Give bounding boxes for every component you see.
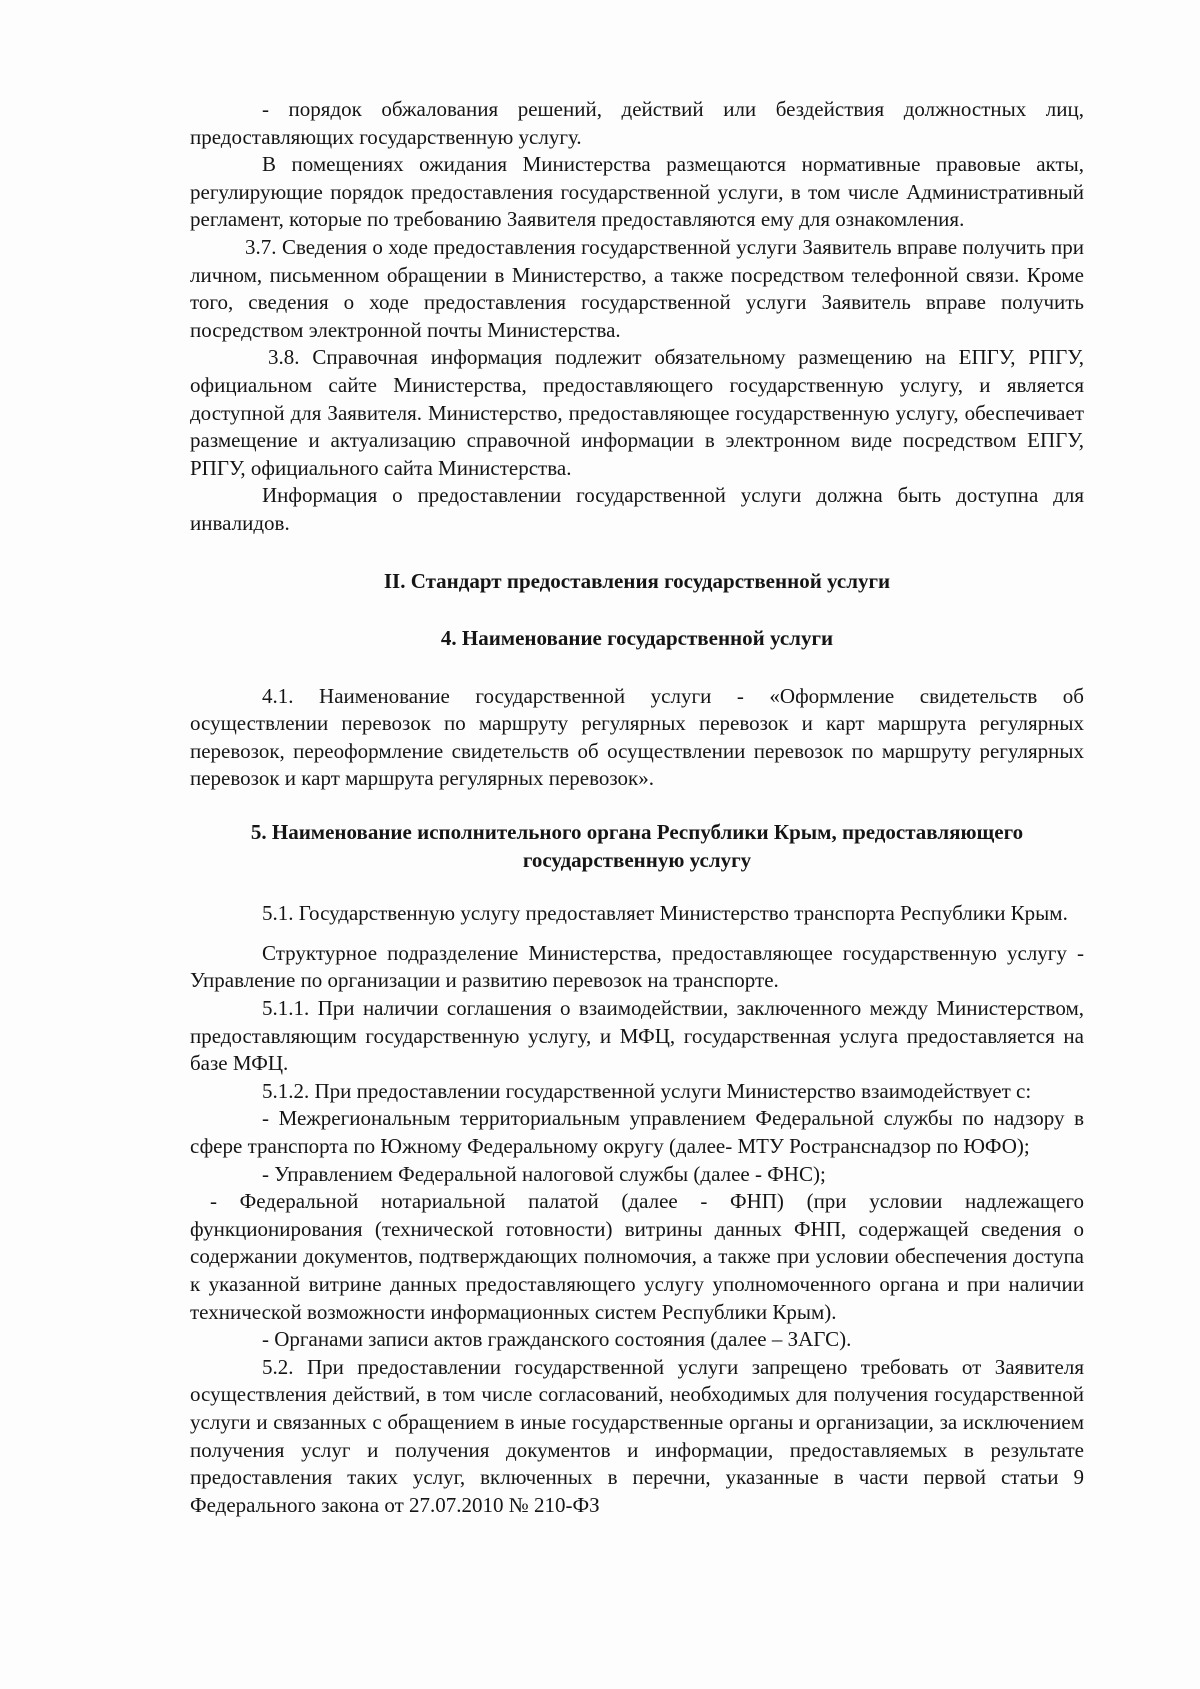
paragraph-structural-unit: Структурное подразделение Министерства, предоставляющее государственную услугу - Управление по организации и развитию перевозок на транспорте. bbox=[190, 940, 1084, 993]
subsection-5-heading-line1: 5. Наименование исполнительного органа Республики Крым, предоставляющего bbox=[250, 820, 1024, 845]
paragraph-mtu: - Межрегиональным территориальным управлением Федеральной службы по надзору в сфере транспорта по Южному Федеральному округу (далее- МТУ Ространснадзор по ЮФО); bbox=[190, 1106, 1084, 1158]
paragraph-4-1: 4.1. Наименование государственной услуги - «Оформление свидетельств об осуществлении перевозок по маршруту регулярных перевозок и карт маршрута регулярных перевозок, переоформление свидетельств об осуществлении перевозок по маршруту регулярных перевозок и карт маршрута регулярных перевозок». bbox=[190, 683, 1084, 791]
subsection-5-heading-line2: государственную услугу bbox=[522, 847, 752, 872]
section-2-heading: II. Стандарт предоставления государственной услуги bbox=[383, 568, 891, 593]
paragraph-5-1-1: 5.1.1. При наличии соглашения о взаимодействии, заключенного между Министерством, предоставляющим государственную услугу, и МФЦ, государственная услуга предоставляется на базе МФЦ. bbox=[190, 996, 1084, 1076]
paragraph-5-1-2: 5.1.2. При предоставлении государственной услуги Министерство взаимодействует с: bbox=[262, 1078, 1032, 1103]
paragraph-appeal-procedure: - порядок обжалования решений, действий или бездействия должностных лиц, предоставляющих государственную услугу. bbox=[190, 97, 1084, 149]
subsection-5-heading bbox=[190, 819, 1084, 874]
paragraph-5-2: 5.2. При предоставлении государственной услуги запрещено требовать от Заявителя осуществления действий, в том числе согласований, необходимых для получения государственной услуги и связанных с обращением в иные государственные органы и организации, за исключением получения услуг и получения документов и информации, предоставляемых в результате предоставления таких услуг, включенных в перечни, указанные в части первой статьи 9 Федерального закона от 27.07.2010 № 210-ФЗ bbox=[190, 1354, 1084, 1517]
paragraph-fns: - Управлением Федеральной налоговой службы (далее - ФНС); bbox=[262, 1161, 826, 1186]
paragraph-3-7: 3.7. Сведения о ходе предоставления государственной услуги Заявитель вправе получить при личном, письменном обращении в Министерство, а также посредством телефонной связи. Кроме того, сведения о ходе предоставления государственной услуги Заявитель вправе получить посредством электронной почты Министерства. bbox=[190, 234, 1084, 342]
paragraph-waiting-rooms: В помещениях ожидания Министерства размещаются нормативные правовые акты, регулирующие порядок предоставления государственной услуги, в том числе Административный регламент, которые по требованию Заявителя предоставляются ему для ознакомления. bbox=[190, 152, 1084, 232]
paragraph-accessibility: Информация о предоставлении государственной услуги должна быть доступна для инвалидов. bbox=[190, 483, 1084, 535]
paragraph-fnp: - Федеральной нотариальной палатой (далее - ФНП) (при условии надлежащего функционирования (технической готовности) витрины данных ФНП, содержащей сведения о содержании документов, подтверждающих полномочия, а также при условии обеспечения доступа к указанной витрине данных предоставляющего услугу уполномоченного органа и при наличии технической возможности информационных систем Республики Крым). bbox=[190, 1189, 1084, 1324]
subsection-4-heading: 4. Наименование государственной услуги bbox=[440, 626, 834, 651]
paragraph-zags: - Органами записи актов гражданского состояния (далее – ЗАГС). bbox=[262, 1327, 852, 1352]
paragraph-5-1: 5.1. Государственную услугу предоставляет Министерство транспорта Республики Крым. bbox=[262, 901, 1068, 926]
paragraph-3-8: 3.8. Справочная информация подлежит обязательному размещению на ЕПГУ, РПГУ, официальном сайте Министерства, предоставляющего государственную услугу, и является доступной для Заявителя. Министерство, предоставляющее государственную услугу, обеспечивает размещение и актуализацию справочной информации в электронном виде посредством ЕПГУ, РПГУ, официального сайта Министерства. bbox=[190, 345, 1084, 480]
